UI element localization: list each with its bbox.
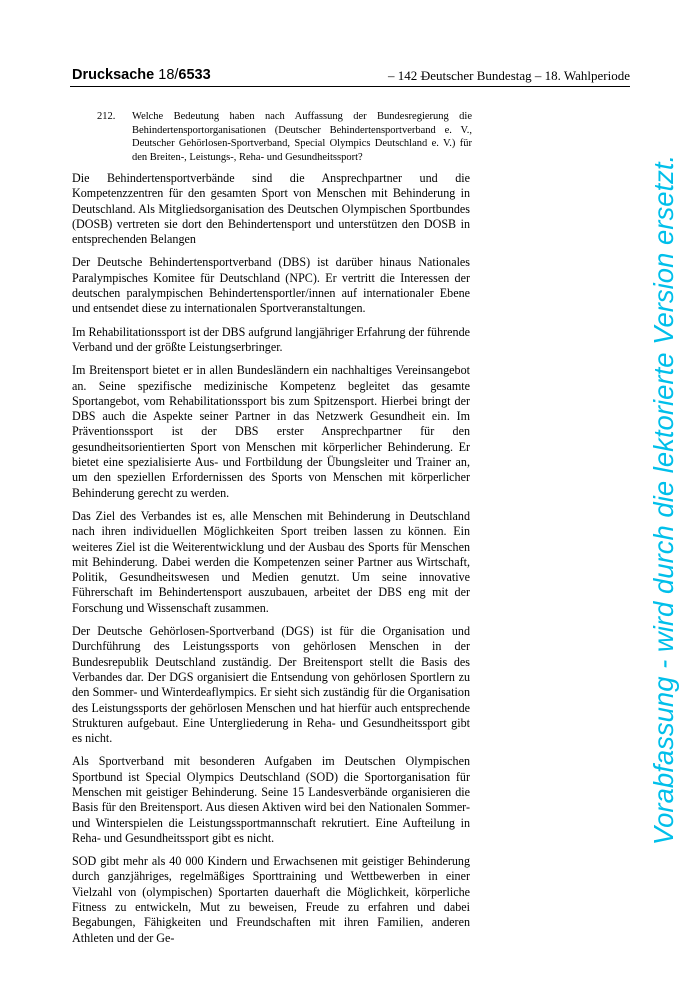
paragraph: Im Rehabilitationssport ist der DBS aufgrund langjähriger Erfahrung der führende Verband und der größte Leistungserbringer. (72, 324, 470, 354)
paragraph: Das Ziel des Verbandes ist es, alle Menschen mit Behinderung in Deutschland nach ihren individuellen Möglichkeiten Sport treiben lassen zu können. Ein weiteres Ziel ist die Weiterentwicklung und der Ausbau des Sports für Menschen mit Behinderung. Dabei werden die Kompetenzen seiner Partner aus Wirtschaft, Politik, Gesundheitswesen und Medien genutzt. Um seine innovative Führerschaft im Behindertensport auszubauen, arbeitet der DBS eng mit der Forschung und Wissenschaft zusammen. (72, 508, 470, 615)
paragraph: SOD gibt mehr als 40 000 Kindern und Erwachsenen mit geistiger Behinderung durch ganzjähriges, regelmäßiges Sporttraining und Wettbewerben in einer Vielzahl von (olympischen) Sportarten dauerhaft die Möglichkeit, körperliche Fitness zu entwickeln, Mut zu beweisen, Freude zu erfahren und dabei Begabungen, Fähigkeiten und Freundschaften mit ihren Familien, anderen Athleten und der Ge- (72, 854, 470, 945)
publisher-period: Deutscher Bundestag – 18. Wahlperiode (420, 68, 630, 83)
document-label: Drucksache (72, 67, 155, 83)
answer-body (72, 171, 470, 954)
question-text: Welche Bedeutung haben nach Auffassung der Bundesregierung die Behindertensportorganisationen (Deutscher Behindertensportverband e. V., Deutscher Gehörlosen-Sportverband, Special Olympics Deutschland e. V.) für den Breiten-, Leistungs-, Reha- und Gesundheitssport? (132, 111, 472, 163)
page-number: – 142 – (388, 68, 427, 83)
document-number (72, 66, 211, 84)
paragraph: Die Behindertensportverbände sind die Ansprechpartner und die Kompetenzzentren für den gesamten Sport von Menschen mit Behinderung in Deutschland. Als Mitgliedsorganisation des Deutschen Olympischen Sportbundes (DOSB) vertreten sie dort den Behindertensport und unterstützen den DOSB in entsprechenden Belangen (72, 171, 470, 247)
paragraph: Als Sportverband mit besonderen Aufgaben im Deutschen Olympischen Sportbund ist Special Olympics Deutschland (SOD) die Sportorganisation für Menschen mit geistiger Behinderung. Seine 15 Landesverbände organisieren die Basis für den Breitensport. Aus diesen Aktiven wird bei den Nationalen Sommer- und Winterspielen die Leistungssportmannschaft rekrutiert. Eine Aufteilung in Reha- und Gesundheitssport gibt es nicht. (72, 754, 470, 845)
document-prefix: 18/ (158, 67, 179, 83)
page-header (70, 66, 630, 87)
paragraph: Im Breitensport bietet er in allen Bundesländern ein nachhaltiges Vereinsangebot an. Seine spezifische medizinische Kompetenz begleitet das gesamte Sportangebot, vom Rehabilitationssport bis zum Spitzensport. Hierbei bringt der DBS auch die Aspekte seiner Partner in das Netzwerk Gesundheit ein. Im Präventionssport ist der DBS erster Ansprechpartner für den gesundheitsorientierten Sport von Menschen mit körperlicher Behinderung. Er bietet eine spezialisierte Aus- und Fortbildung der Übungsleiter und Trainer an, um den speziellen Erfordernissen des Sports von Menschen mit körperlicher Behinderung gerecht zu werden. (72, 363, 470, 500)
question-number: 212. (97, 111, 116, 122)
document-number-value: 6533 (178, 67, 211, 83)
watermark-text: Vorabfassung - wird durch die lektorierte Version ersetzt. (648, 154, 679, 846)
paragraph: Der Deutsche Behindertensportverband (DBS) ist darüber hinaus Nationales Paralympisches Komitee für Deutschland (NPC). Er vertritt die Interessen der deutschen paralympischen Behindertensportler/innen auf internationaler Ebene und entsendet diese zu internationalen Sportveranstaltungen. (72, 255, 470, 316)
paragraph: Der Deutsche Gehörlosen-Sportverband (DGS) ist für die Organisation und Durchführung des Leistungssports von gehörlosen Menschen in der Bundesrepublik Deutschland zuständig. Der Breitensport stellt die Basis des Verbandes dar. Der DGS organisiert die Entsendung von gehörlosen Sportlern zu den Sommer- und Winterdeaflympics. Er sieht sich zuständig für die Organisation des Leistungssports der gehörlosen Menschen und hat hierfür auch entsprechende Strukturen aufgebaut. Eine Untergliederung in Reha- und Gesundheitssport gibt es nicht. (72, 624, 470, 746)
